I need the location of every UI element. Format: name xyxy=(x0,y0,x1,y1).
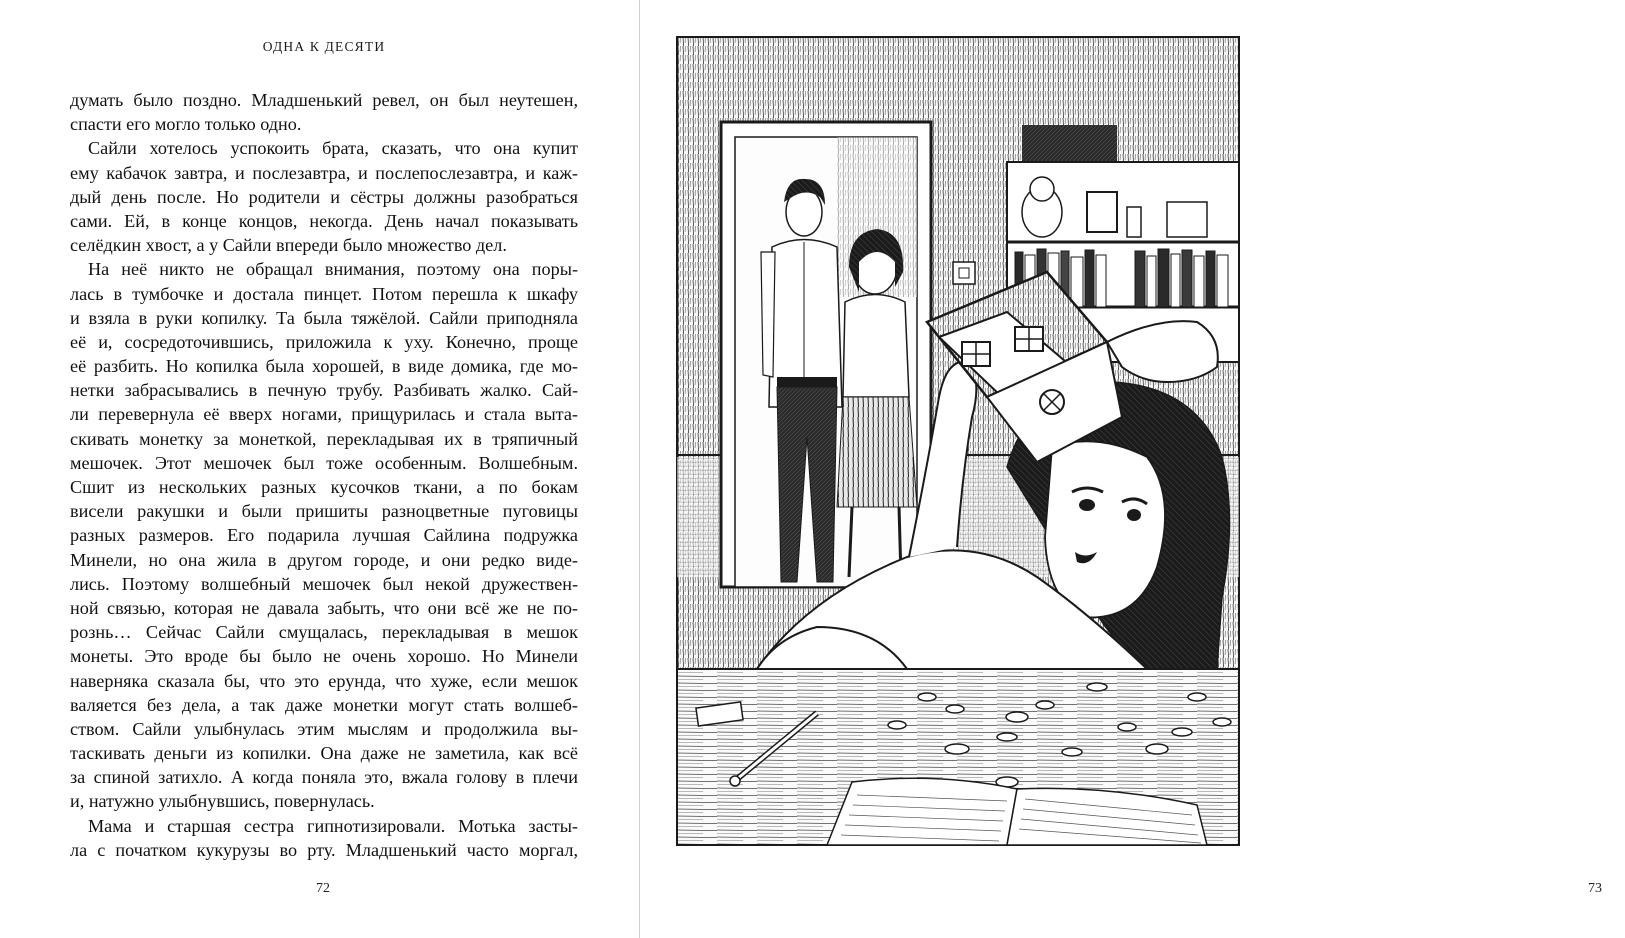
text-line: Сайли хотелось успокоить брата, сказать, что она купит xyxy=(88,138,578,159)
text-line: скивать монетку за монеткой, перекладывая их в тряпичный xyxy=(70,428,578,449)
illustration-drawing xyxy=(677,37,1239,845)
right-page xyxy=(640,0,1602,938)
text-line: спасти его могло только одно. xyxy=(70,114,302,135)
text-line: думать было поздно. Младшенький ревел, он был неутешен, xyxy=(70,90,578,110)
text-line: лись. Поэтому волшебный мешочек был некой дружествен- xyxy=(70,573,578,594)
text-line: таскивать деньги из копилки. Она даже не заметила, как всё xyxy=(70,743,578,764)
text-line: ла с початком кукурузы во рту. Младшенький часто моргал, xyxy=(70,839,578,860)
body-text xyxy=(70,88,578,862)
text-line: разных размеров. Его подарила лучшая Сайлина подружка xyxy=(70,525,578,546)
text-line: нетки забрасывались в печную трубу. Разбивать жалко. Сай- xyxy=(70,380,578,401)
text-line: наверняка сказала бы, что это ерунда, что хуже, если мешок xyxy=(70,670,578,691)
text-line: монеты. Это вроде бы было не очень хорошо. Но Минели xyxy=(70,646,578,667)
text-line: ли перевернула её вверх ногами, прищурилась и стала выта- xyxy=(70,404,578,425)
page-number-left: 72 xyxy=(316,881,330,896)
illustration xyxy=(677,37,1239,845)
text-line: висели ракушки и были пришиты разноцветные пуговицы xyxy=(70,501,578,522)
left-page xyxy=(0,0,639,938)
text-line: валяется без дела, а так даже монетки могут стать волшеб- xyxy=(70,694,578,715)
text-line: её и, сосредоточившись, приложила к уху. Конечно, проще xyxy=(70,331,578,352)
text-line: ством. Сайли улыбнулась этим мыслям и продолжила вы- xyxy=(70,718,578,739)
text-line: ной связью, которая не давала забыть, что они всё же не по- xyxy=(70,597,578,618)
text-line: селёдкин хвост, а у Сайли впереди было множество дел. xyxy=(70,235,507,256)
text-line: Сшит из нескольких разных кусочков ткани, а по бокам xyxy=(70,477,578,497)
text-line: дый день после. Но родители и сёстры должны разобраться xyxy=(70,186,578,207)
text-line: её разбить. Но копилка была хорошей, в виде домика, где мо- xyxy=(70,356,578,377)
text-line: за спиной затихло. А когда поняла это, вжала голову в плечи xyxy=(70,767,578,788)
running-head: ОДНА К ДЕСЯТИ xyxy=(262,39,386,54)
text-line: сами. Ей, в конце концов, некогда. День начал показывать xyxy=(70,210,578,231)
text-line: Минели, но она жила в другом городе, и они редко виде- xyxy=(70,549,578,570)
text-line: лась в тумбочке и достала пинцет. Потом перешла к шкафу xyxy=(70,283,578,304)
text-line: ему кабачок завтра, и послезавтра, и послепослезавтра, и каж- xyxy=(70,162,578,183)
text-line: рознь… Сейчас Сайли смущалась, перекладывая в мешок xyxy=(70,622,578,643)
text-line: Мама и старшая сестра гипнотизировали. Мотька засты- xyxy=(88,815,578,836)
text-line: На неё никто не обращал внимания, поэтому она поры- xyxy=(88,259,578,280)
text-line: мешочек. Этот мешочек был тоже особенным. Волшебным. xyxy=(70,452,578,473)
text-line: и, натужно улыбнувшись, повернулась. xyxy=(70,791,375,812)
page-number-right: 73 xyxy=(1588,881,1602,896)
text-line: и взяла в руки копилку. Та была тяжёлой. Сайли приподняла xyxy=(70,307,578,328)
